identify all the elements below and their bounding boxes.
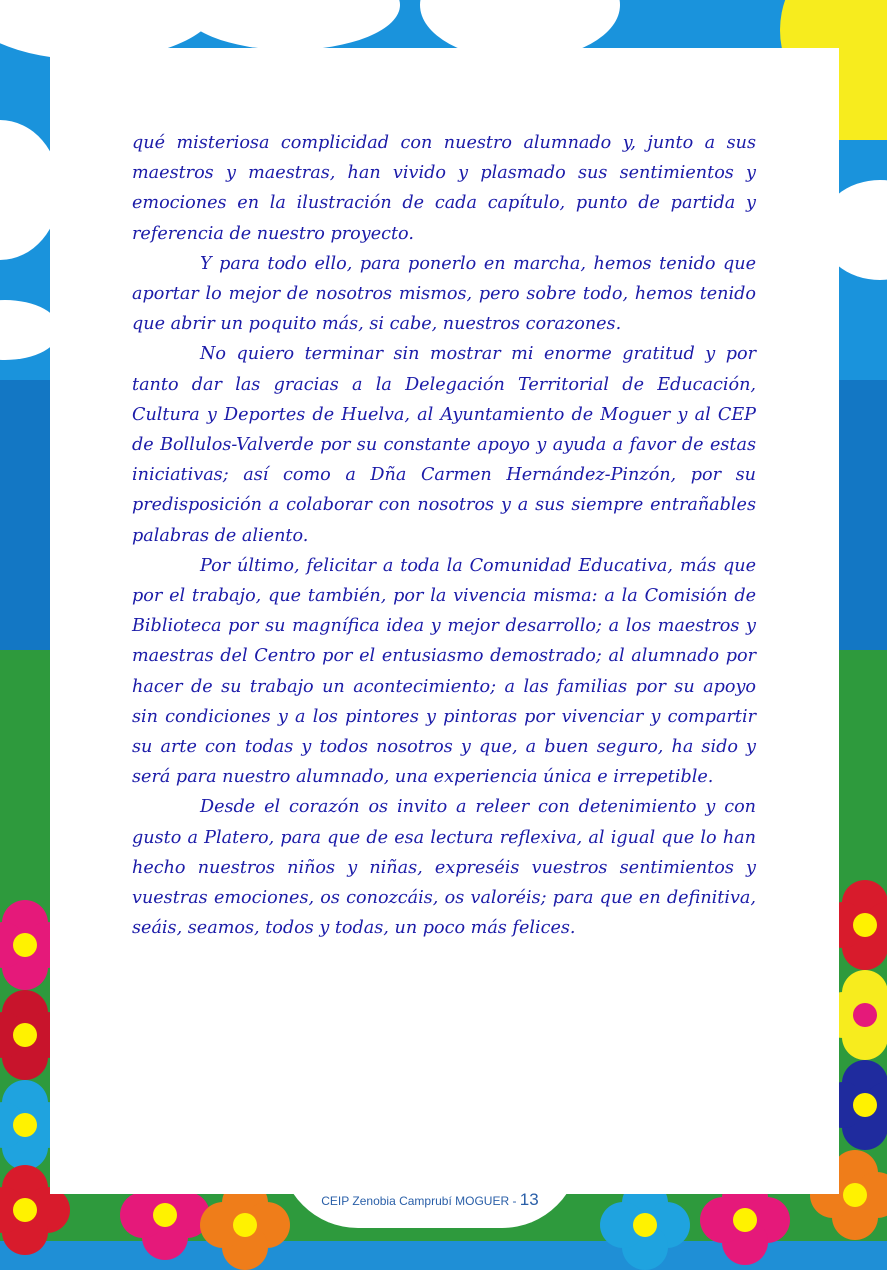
footer-tab bbox=[280, 1150, 580, 1228]
sun-ray bbox=[839, 100, 887, 140]
paragraph-3: No quiero terminar sin mostrar mi enorme gratitud y por tanto dar las gracias a la Delegación Territorial de Educación, Cultura y Deportes de Huelva, al Ayuntamiento de Moguer y al CEP de Bollulos-Valverde por su constante apoyo y ayuda a favor de estas iniciativas; así como a Dña Carmen Hernández-Pinzón, por su predisposición a colaborar con nosotros y a sus siempre entrañables palabras de aliento. bbox=[132, 344, 756, 546]
body-text bbox=[132, 128, 756, 943]
paragraph-5: Desde el corazón os invito a releer con detenimiento y con gusto a Platero, para que de esa lectura reflexiva, al igual que lo han hecho nuestros niños y niñas, expreséis vuestros sentimientos y vuestras emociones, os conozcáis, os valoréis; para que en definitiva, seáis, seamos, todos y todas, un poco más felices. bbox=[132, 797, 756, 939]
page-number: 13 bbox=[519, 1190, 539, 1209]
footer-school: CEIP Zenobia Camprubí MOGUER - bbox=[321, 1194, 517, 1208]
paragraph-1: qué misteriosa complicidad con nuestro alumnado y, junto a sus maestros y maestras, han vivido y plasmado sus sentimientos y emociones en la ilustración de cada capítulo, punto de partida y referencia de nuestro proyecto. bbox=[132, 133, 756, 244]
sun-ray bbox=[800, 0, 887, 6]
paragraph-4: Por último, felicitar a toda la Comunidad Educativa, más que por el trabajo, que también, por la vivencia misma: a la Comisión de Biblioteca por su magnífica idea y mejor desarrollo; a los maestros y maestras del Centro por el entusiasmo demostrado; al alumnado por hacer de su trabajo un acontecimiento; a las familias por su apoyo sin condiciones y a los pintores y pintoras por vivenciar y compartir su arte con todas y todos nosotros y que, a buen seguro, ha sido y será para nuestro alumnado, una experiencia única e irrepetible. bbox=[132, 555, 756, 788]
paragraph-2: Y para todo ello, para ponerlo en marcha, hemos tenido que aportar lo mejor de nosotros mismos, pero sobre todo, hemos tenido que abrir un poquito más, si cabe, nuestros corazones. bbox=[132, 253, 756, 335]
page-footer bbox=[280, 1190, 580, 1210]
